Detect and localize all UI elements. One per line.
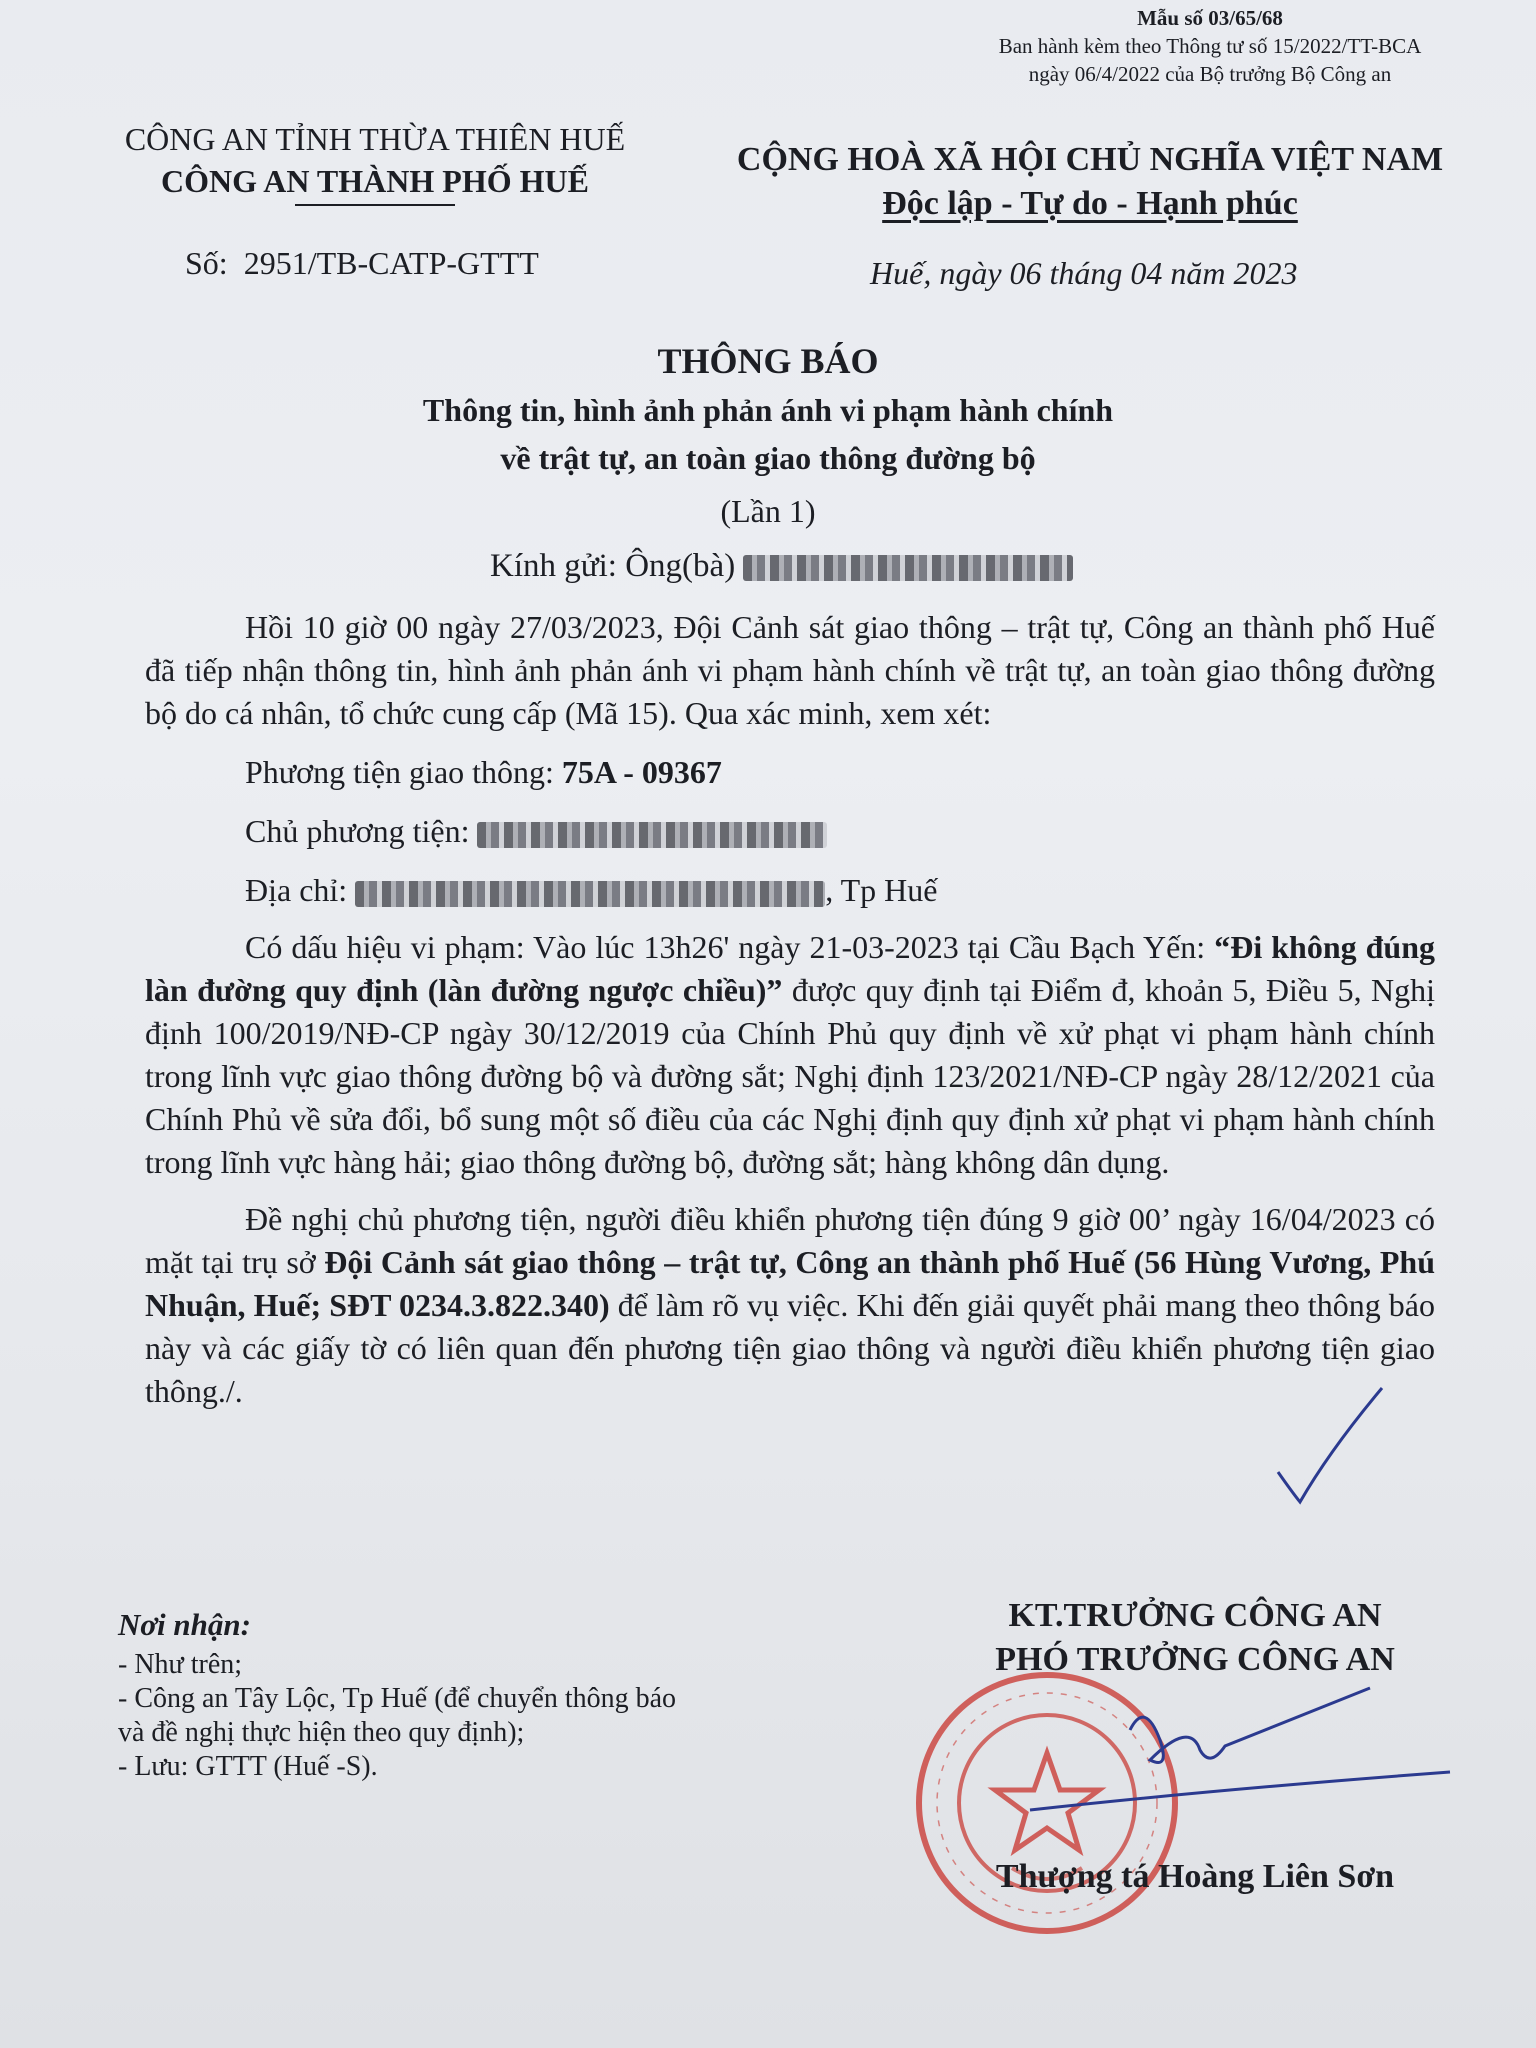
recipients-heading: Nơi nhận:: [118, 1607, 251, 1642]
doc-number-label: Số:: [185, 245, 228, 281]
parent-agency: CÔNG AN TỈNH THỪA THIÊN HUẾ: [124, 121, 626, 157]
document-title: THÔNG BÁO: [657, 341, 879, 381]
checkmark-icon: [1270, 1380, 1390, 1510]
form-code-block: [940, 4, 1480, 88]
violation-intro: Có dấu hiệu vi phạm: Vào lúc 13h26' ngày 21-03-2023 tại Cầu Bạch Yến:: [245, 929, 1206, 965]
document-number: [185, 245, 539, 282]
request-place: Đội Cảnh sát giao thông – trật tự, Công an thành phố Huế (56 Hùng Vương, Phú Nhuận, Huế; SĐT 0234.3.822.340): [145, 1244, 1436, 1323]
notice-iteration: (Lần 1): [720, 493, 816, 529]
recipient-label: Kính gửi: Ông(bà): [490, 548, 736, 584]
vehicle-label: Phương tiện giao thông:: [245, 754, 554, 790]
agency-header: [80, 118, 670, 206]
form-issuance-date: ngày 06/4/2022 của Bộ trưởng Bộ Công an: [1028, 62, 1392, 86]
recipient-line: [490, 548, 1073, 585]
recipient-item: - Như trên;: [118, 1649, 243, 1680]
form-issuance-line: Ban hành kèm theo Thông tư số 15/2022/TT-BCA: [998, 34, 1422, 58]
recipients-block: [118, 1608, 838, 1784]
signature-title-1: KT.TRƯỞNG CÔNG AN: [1008, 1597, 1382, 1634]
redacted-address: [355, 881, 825, 907]
recipient-item: - Lưu: GTTT (Huế -S).: [118, 1751, 378, 1782]
owner-label: Chủ phương tiện:: [245, 813, 470, 849]
agency-name: CÔNG AN THÀNH PHỐ HUẾ: [161, 163, 589, 199]
request-paragraph: [145, 1198, 1435, 1413]
violation-name: “Đi không đúng làn đường quy định (làn đường ngược chiều)”: [145, 929, 1436, 1008]
violation-legal-basis: được quy định tại Điểm đ, khoản 5, Điều 5, Nghị định 100/2019/NĐ-CP ngày 30/12/2019 của Chính Phủ quy định về xử phạt vi phạm hành chính trong lĩnh vực giao thông đường bộ và đường sắt; Nghị định 123/2021/NĐ-CP ngày 28/12/2021 của Chính Phủ về sửa đổi, bổ sung một số điều của các Nghị định quy định xử phạt vi phạm hành chính trong lĩnh vực hàng hải; giao thông đường bộ, đường sắt; hàng không dân dụng.: [145, 972, 1436, 1180]
address-city: , Tp Huế: [825, 872, 938, 908]
redacted-owner-name: [477, 822, 827, 848]
address-line: [145, 869, 1435, 912]
handwritten-signature-icon: [1010, 1680, 1460, 1830]
vehicle-line: [145, 751, 1435, 794]
document-subtitle-2: về trật tự, an toàn giao thông đường bộ: [500, 440, 1036, 476]
recipient-item: - Công an Tây Lộc, Tp Huế (để chuyển thông báo: [118, 1683, 677, 1714]
violation-paragraph: [145, 926, 1435, 1184]
request-text-2: để làm rõ vụ việc. Khi đến giải quyết phải mang theo thông báo này và các giấy tờ có liên quan đến phương tiện giao thông và người điều khiển phương tiện giao thông./.: [145, 1287, 1436, 1409]
request-text-1: Đề nghị chủ phương tiện, người điều khiển phương tiện đúng 9 giờ 00’ ngày 16/04/2023 có mặt tại trụ sở: [145, 1201, 1435, 1280]
license-plate: 75A - 09367: [561, 754, 722, 790]
redacted-recipient-name: [743, 555, 1073, 581]
nation-header: [720, 138, 1460, 226]
agency-underline: [295, 204, 455, 206]
document-subtitle-1: Thông tin, hình ảnh phản ánh vi phạm hành chính: [422, 392, 1114, 428]
form-code: Mẫu số 03/65/68: [1137, 6, 1283, 30]
doc-number-value: 2951/TB-CATP-GTTT: [243, 245, 539, 281]
nation-name: CỘNG HOÀ XÃ HỘI CHỦ NGHĨA VIỆT NAM: [736, 141, 1444, 178]
notice-body: [145, 606, 1435, 1413]
place-date: Huế, ngày 06 tháng 04 năm 2023: [870, 255, 1298, 291]
title-block: [0, 336, 1536, 536]
nation-motto: Độc lập - Tự do - Hạnh phúc: [882, 185, 1298, 222]
signature-title-2: PHÓ TRƯỞNG CÔNG AN: [995, 1641, 1395, 1678]
owner-line: [145, 810, 1435, 853]
signature-block: [930, 1594, 1460, 1682]
recipient-item: và đề nghị thực hiện theo quy định);: [118, 1717, 525, 1748]
intro-paragraph: Hồi 10 giờ 00 ngày 27/03/2023, Đội Cảnh sát giao thông – trật tự, Công an thành phố Huế đã tiếp nhận thông tin, hình ảnh phản ánh vi phạm hành chính về trật tự, an toàn giao thông đường bộ do cá nhân, tổ chức cung cấp (Mã 15). Qua xác minh, xem xét:: [145, 609, 1435, 731]
signer-name: Thượng tá Hoàng Liên Sơn: [995, 1858, 1395, 1895]
address-label: Địa chỉ:: [245, 872, 348, 908]
